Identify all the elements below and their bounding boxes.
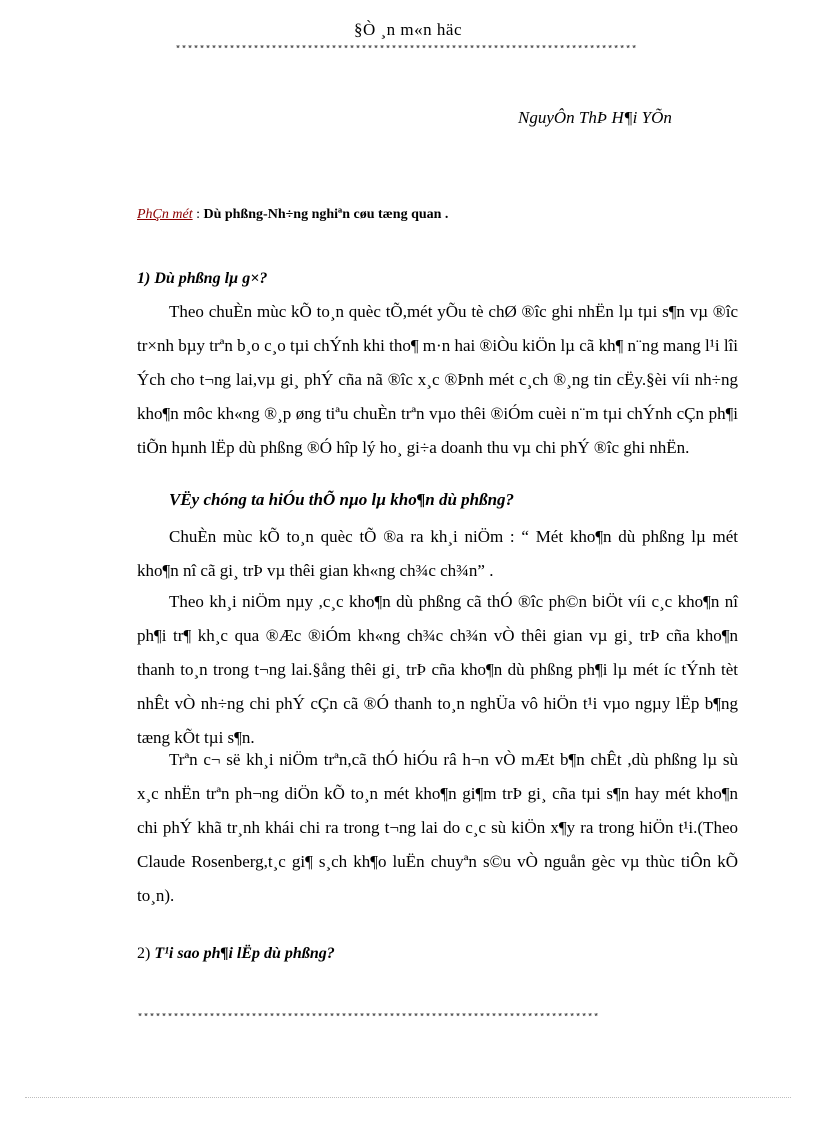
section-1-heading: 1) Dù phßng lµ g×? xyxy=(137,270,268,287)
section-2-title: T¹i sao ph¶i lËp dù phßng? xyxy=(154,945,335,962)
section-1-paragraph-3: Theo kh¸i niÖm nµy ,c¸c kho¶n dù phßng cã thÓ ®îc ph©n biÖt víi c¸c kho¶n nî ph¶i tr¶ kh¸c qua ®Æc ®iÓm kh«ng ch¾c ch¾n vÒ thêi gian vµ gi¸ trÞ cña kho¶n thanh to¸n trong t¬ng lai.§ång thêi gi¸ trÞ cña kho¶n dù phßng ph¶i lµ mét íc tÝnh tèt nhÊt vÒ nh÷ng chi phÝ cÇn cã ®Ó thanh to¸n nghÜa vô hiÖn t¹i vµo ngµy lËp b¶ng tæng kÕt tµi s¶n. xyxy=(137,592,738,747)
author-name: NguyÔn ThÞ H¶i YÕn xyxy=(518,108,672,127)
page-bottom-rule xyxy=(25,1097,791,1098)
footer-star-divider: ***************************************************************************** xyxy=(137,1013,600,1024)
part-separator: : xyxy=(192,207,204,222)
document-header-title: §Ò ¸n m«n häc xyxy=(353,20,462,39)
header-star-divider: ***************************************************************************** xyxy=(175,45,638,56)
section-1-paragraph-1: Theo chuÈn mùc kÕ to¸n quèc tÕ,mét yÕu tè chØ ®îc ghi nhËn lµ tµi s¶n vµ ®îc tr×nh bµy trªn b¸o c¸o tµi chÝnh khi tho¶ m·n hai ®iÒu kiÖn lµ cã kh¶ n¨ng mang l¹i lîi Ých cho t¬ng lai,vµ gi¸ phÝ cña nã ®îc x¸c ®Þnh mét c¸ch ®¸ng tin cËy.§èi víi nh÷ng kho¶n môc kh«ng ®¸p øng tiªu chuÈn trªn vµo thêi ®iÓm cuèi n¨m tµi chÝnh cÇn ph¶i tiÕn hµnh lËp dù phßng ®Ó hîp lý ho¸ gi÷a doanh thu vµ chi phÝ ®îc ghi nhËn. xyxy=(137,302,738,457)
part-label: PhÇn mét xyxy=(137,207,193,222)
section-2-heading xyxy=(137,945,335,963)
section-1-paragraph-2: ChuÈn mùc kÕ to¸n quèc tÕ ®a ra kh¸i niÖm : “ Mét kho¶n dù phßng lµ mét kho¶n nî cã gi¸ trÞ vµ thêi gian kh«ng ch¾c ch¾n” . xyxy=(137,527,738,580)
part-title: Dù phßng-Nh÷ng nghiªn cøu tæng quan . xyxy=(203,207,449,222)
section-1-subquestion: VËy chóng ta hiÓu thÕ nµo lµ kho¶n dù phßng? xyxy=(169,490,515,509)
part-heading xyxy=(137,207,448,223)
section-1-paragraph-4: Trªn c¬ së kh¸i niÖm trªn,cã thÓ hiÓu râ h¬n vÒ mÆt b¶n chÊt ,dù phßng lµ sù x¸c nhËn trªn ph¬ng diÖn kÕ to¸n mét kho¶n gi¶m trÞ gi¸ cña tµi s¶n hay mét kho¶n chi phÝ khã tr¸nh khái chi ra trong t¬ng lai do c¸c sù kiÖn x¶y ra trong hiÖn t¹i.(Theo Claude Rosenberg,t¸c gi¶ s¸ch kh¶o luËn chuyªn s©u vÒ nguån gèc vµ thùc tiÔn kÕ to¸n). xyxy=(137,750,738,905)
section-2-number: 2) xyxy=(137,945,155,962)
